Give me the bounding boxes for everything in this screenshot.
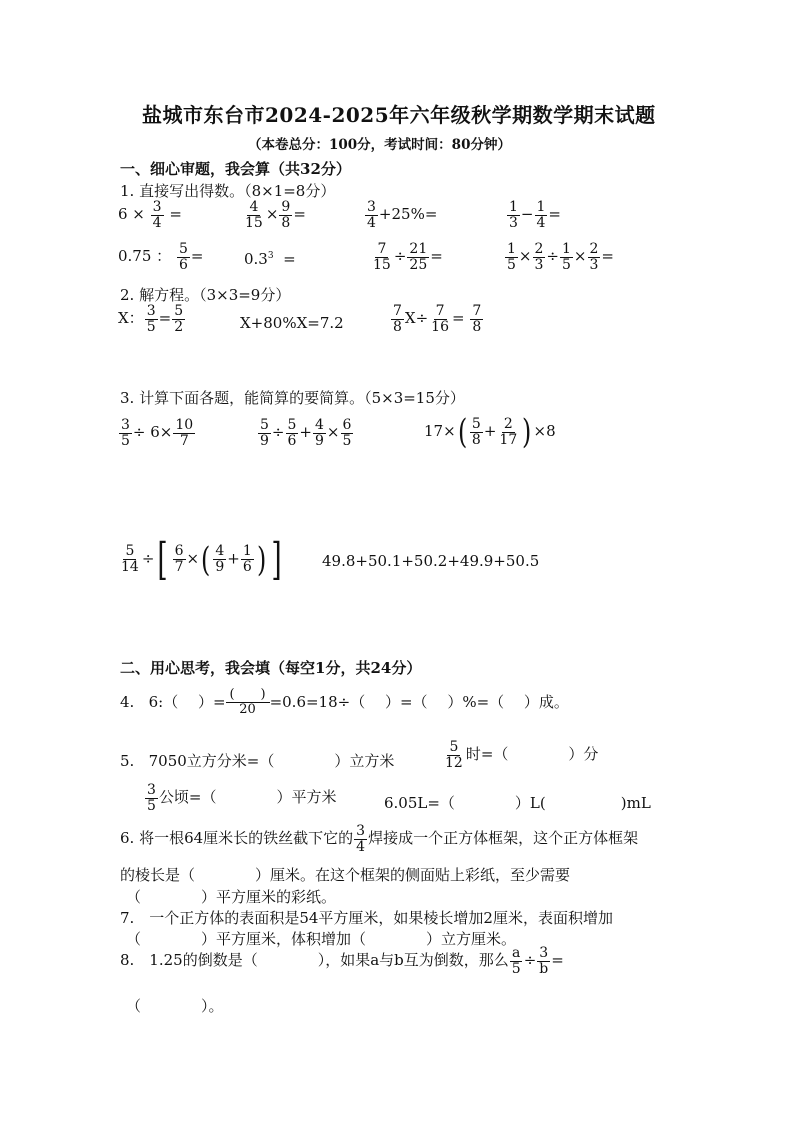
q7-line1: 7. 一个正方体的表面积是54平方厘米，如果棱长增加2厘米，表面积增加 [120,909,613,927]
q5-c: $\frac{3}{5}$ 公顷=（ ）平方米 [147,782,337,814]
section1-heading: 一、细心审题，我会算（共32分） [120,160,351,178]
q1-h: $\frac{1}{5}$ × $\frac{2}{3}$ ÷ $\frac{1}{5}$ × $\frac{2}{3}$ = [507,241,614,273]
q5-b: $\frac{5}{12}$ 时=（ ）分 [445,739,599,771]
q1-e: 0.75 ： $\frac{5}{6}$ = [118,241,204,273]
section2-heading: 二、用心思考，我会填（每空1分，共24分） [120,659,422,677]
q1-f: $0.3^3$ = [244,250,296,268]
q6-line3: （ ）平方厘米的彩纸。 [126,888,337,906]
q8-line1: 8. 1.25的倒数是（ ），如果a与b互为倒数，那么 $\frac{a}{5}$ ÷ $\frac{3}{b}$ = [120,945,564,977]
q2-b: X+80%X=7.2 [240,314,344,332]
q2-c: $\frac{7}{8}$ X÷ $\frac{7}{16}$ = $\frac{7}{8}$ [393,303,482,335]
q1-label: 1. 直接写出得数。（8×1=8分） [120,182,336,200]
page-subtitle: （本卷总分：100分，考试时间：80分钟） [248,137,511,153]
q4-blank-numerator[interactable]: ( ) [226,688,270,703]
q2-a: X： $\frac{3}{5}$ = $\frac{5}{2}$ [118,303,184,335]
q1-a: 6 × $\frac{3}{4}$ = [118,199,182,231]
q1-d: $\frac{1}{3}$ − $\frac{1}{4}$ = [509,199,561,231]
q1-g: $\frac{7}{15}$ ÷ $\frac{21}{25}$ = [373,241,443,273]
q8-line2: （ ）。 [126,997,224,1015]
q3-b: $\frac{5}{9}$ ÷ $\frac{5}{6}$ + $\frac{4}{9}$ × $\frac{6}{5}$ [260,417,352,449]
page-title: 盐城市东台市2024-2025年六年级秋学期数学期末试题 [142,103,656,127]
q1-c: $\frac{3}{4}$ +25%= [367,199,438,231]
q3-label: 3. 计算下面各题，能简算的要简算。（5×3=15分） [120,389,465,407]
q3-c: 17×( $\frac{5}{8}$ + $\frac{2}{17}$ ) ×8 [424,412,556,452]
q3-e: 49.8+50.1+50.2+49.9+50.5 [322,552,540,570]
q6-line2: 的棱长是（ ）厘米。在这个框架的侧面贴上彩纸，至少需要 [120,866,571,884]
q5-d: 6.05L=（ ）L( )mL [384,794,651,812]
q1-b: $\frac{4}{15}$ × $\frac{9}{8}$ = [245,199,306,231]
q5-a: 5. 7050立方分米=（ ）立方米 [120,752,395,770]
q7-line2: （ ）平方厘米，体积增加（ ）立方厘米。 [126,930,517,948]
q4: 4. 6:（ ）= ( ) 20 =0.6=18÷（ ）=（ ）%=（ ）成。 [120,687,569,718]
q3-a: $\frac{3}{5}$ ÷ 6× $\frac{10}{7}$ [121,417,194,449]
q6-line1: 6. 将一根64厘米长的铁丝截下它的 $\frac{3}{4}$ 焊接成一个正方体框架，这个正方体框架 [120,823,639,855]
q2-label: 2. 解方程。（3×3=9分） [120,286,291,304]
q3-d: $\frac{5}{14}$ ÷[ $\frac{6}{7}$ ×( $\frac{4}{9}$ + $\frac{1}{6}$ ) ] [121,534,282,585]
